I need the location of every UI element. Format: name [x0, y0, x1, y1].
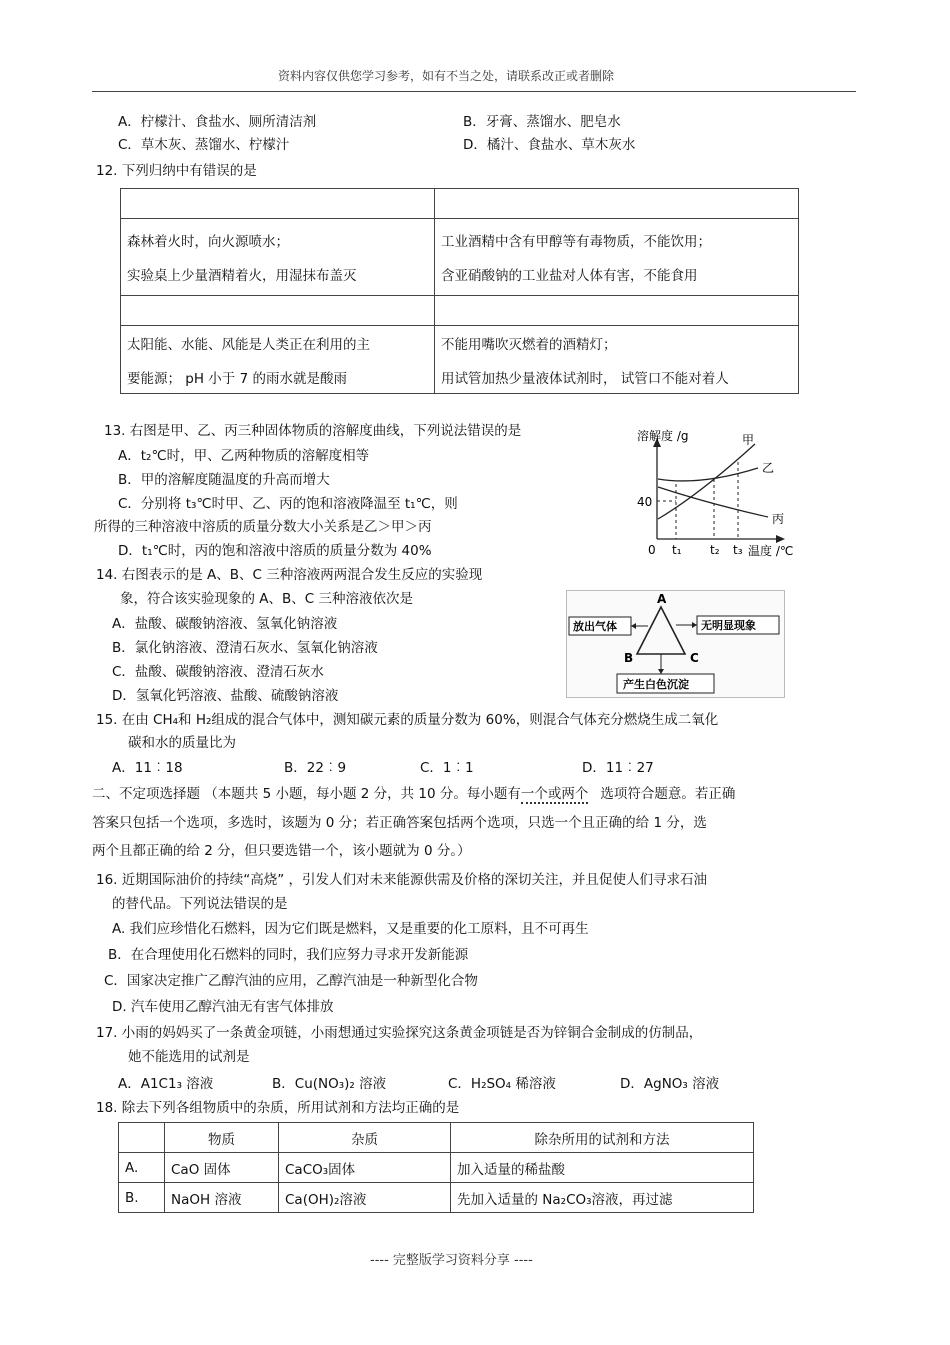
q18-row-a-index: A.	[119, 1153, 165, 1183]
q12-cell-1-line-1: 森林着火时，向火源喷水；	[127, 234, 289, 250]
table-row	[119, 1183, 754, 1213]
q13-option-c-line-1: C．分别将 t₃℃时甲、乙、丙的饱和溶液降温至 t₁℃，则	[118, 496, 458, 512]
q14-option-c: C．盐酸、碳酸钠溶液、澄清石灰水	[112, 664, 324, 680]
q18-table	[118, 1122, 754, 1213]
x-axis-arrow-icon	[776, 535, 785, 543]
q12-cell-4-line-1: 不能用嘴吹灭燃着的酒精灯；	[441, 336, 617, 353]
node-a: A	[657, 592, 667, 606]
q11-option-d: D．橘汁、食盐水、草木灰水	[463, 137, 636, 153]
q18-stem: 18. 除去下列各组物质中的杂质，所用试剂和方法均正确的是	[96, 1100, 460, 1116]
q17-option-d: D．AgNO₃ 溶液	[620, 1076, 720, 1092]
series-label-yi: 乙	[762, 461, 775, 475]
section-2-emphasis: 一个或两个	[520, 786, 589, 802]
q14-stem-line-1: 14. 右图表示的是 A、B、C 三种溶液两两混合发生反应的实验现	[96, 567, 483, 583]
q11-option-a: A．柠檬汁、食盐水、厕所清洁剂	[118, 114, 317, 130]
q17-option-b: B．Cu(NO₃)₂ 溶液	[272, 1076, 387, 1092]
q12-cell-3-line-1: 太阳能、水能、风能是人类正在利用的主	[127, 336, 370, 353]
reaction-diagram	[566, 590, 785, 698]
q18-row-a-impurity: CaCO₃固体	[279, 1153, 451, 1183]
curve-bing	[658, 487, 768, 517]
section-2-instructions-line-1	[92, 788, 735, 802]
table-row	[119, 1153, 754, 1183]
section-2-instructions-line-3: 两个且都正确的给 2 分，但只要选错一个，该小题就为 0 分。）	[92, 843, 471, 859]
q16-stem-line-1: 16. 近期国际油价的持续“高烧” ，引发人们对未来能源供需及价格的深切关注，并且促使人们寻求石油	[96, 872, 708, 888]
section-2-line-1-part-3: 选项符合题意。若正确	[600, 786, 736, 802]
q18-row-b-index: B.	[119, 1183, 165, 1213]
q12-cell-2	[435, 219, 799, 296]
box-no-change-label: 无明显现象	[701, 619, 756, 632]
q16-option-c: C．国家决定推广乙醇汽油的应用，乙醇汽油是一种新型化合物	[104, 973, 478, 989]
section-2-instructions-line-2: 答案只包括一个选项，多选时，该题为 0 分；若正确答案包括两个选项，只选一个且正确的给 1 分，选	[92, 815, 707, 831]
x-axis-label: 温度 /℃	[748, 544, 794, 558]
q14-option-b: B．氯化钠溶液、澄清石灰水、氢氧化钠溶液	[112, 640, 378, 656]
q13-option-a: A．t₂℃时，甲、乙两种物质的溶解度相等	[118, 448, 370, 464]
q13-option-d: D．t₁℃时，丙的饱和溶液中溶质的质量分数为 40%	[118, 543, 432, 559]
box-gas-label: 放出气体	[573, 620, 617, 633]
q18-header-substance: 物质	[165, 1123, 279, 1153]
q12-cell-1	[121, 219, 435, 296]
q12-header-cell-1	[121, 189, 435, 219]
q18-row-a-substance: CaO 固体	[165, 1153, 279, 1183]
q12-cell-2-line-2: 含亚硝酸钠的工业盐对人体有害，不能食用	[441, 268, 698, 284]
x-tick-t1: t₁	[672, 543, 682, 557]
box-precipitate-label: 产生白色沉淀	[623, 678, 689, 691]
q18-row-b-substance: NaOH 溶液	[165, 1183, 279, 1213]
q18-row-a-method: 加入适量的稀盐酸	[451, 1153, 754, 1183]
q12-stem: 12. 下列归纳中有错误的是	[96, 163, 257, 179]
x-tick-t3: t₃	[733, 543, 743, 557]
q12-header-cell-3	[121, 296, 435, 326]
q15-stem-line-1: 15. 在由 CH₄和 H₂组成的混合气体中，测知碳元素的质量分数为 60%，则混合气体充分燃烧生成二氧化	[96, 712, 719, 728]
page-footer: ---- 完整版学习资料分享 ----	[370, 1253, 533, 1268]
q13-option-c-line-2: 所得的三种溶液中溶质的质量分数大小关系是乙＞甲＞丙	[94, 519, 432, 535]
q15-option-c: C．1︰1	[420, 760, 474, 776]
q16-option-a: A. 我们应珍惜化石燃料，因为它们既是燃料，又是重要的化工原料，且不可再生	[112, 921, 589, 937]
q14-option-d: D．氢氧化钙溶液、盐酸、硫酸钠溶液	[112, 688, 339, 704]
q18-header-index	[119, 1123, 165, 1153]
origin-label: 0	[648, 543, 656, 557]
page-header: 资料内容仅供您学习参考，如有不当之处，请联系改正或者删除	[278, 69, 615, 83]
q18-header-impurity: 杂质	[279, 1123, 451, 1153]
node-b: B	[624, 651, 634, 665]
q17-option-a: A．A1C1₃ 溶液	[118, 1076, 214, 1092]
q14-stem-line-2: 象，符合该实验现象的 A、B、C 三种溶液依次是	[120, 591, 414, 607]
series-label-bing: 丙	[772, 512, 785, 526]
curve-yi	[658, 468, 758, 481]
q12-cell-2-line-1: 工业酒精中含有甲醇等有毒物质，不能饮用；	[441, 234, 711, 250]
q17-stem-line-1: 17. 小雨的妈妈买了一条黄金项链，小雨想通过实验探究这条黄金项链是否为锌铜合金制成的仿制品，	[96, 1025, 703, 1041]
q17-stem-line-2: 她不能选用的试剂是	[128, 1049, 250, 1065]
q13-stem: 13. 右图是甲、乙、丙三种固体物质的溶解度曲线，下列说法错误的是	[104, 423, 522, 439]
q18-row-b-impurity: Ca(OH)₂溶液	[279, 1183, 451, 1213]
q18-row-b-method: 先加入适量的 Na₂CO₃溶液，再过滤	[451, 1183, 754, 1213]
q12-cell-4	[435, 326, 799, 394]
q16-stem-line-2: 的替代品。下列说法错误的是	[112, 896, 288, 912]
q15-option-b: B．22︰9	[284, 760, 347, 776]
y-tick-40: 40	[637, 495, 653, 509]
curve-jia	[658, 444, 755, 519]
x-tick-t2: t₂	[710, 543, 720, 557]
q14-option-a: A．盐酸、碳酸钠溶液、氢氧化钠溶液	[112, 616, 338, 632]
q12-cell-3	[121, 326, 435, 394]
q18-header-method: 除杂所用的试剂和方法	[451, 1123, 754, 1153]
q12-table	[120, 188, 799, 394]
solubility-graph	[630, 424, 810, 564]
q11-option-c: C．草木灰、蒸馏水、柠檬汁	[118, 137, 290, 153]
q12-header-cell-4	[435, 296, 799, 326]
q16-option-d: D. 汽车使用乙醇汽油无有害气体排放	[112, 999, 334, 1015]
q17-option-c: C．H₂SO₄ 稀溶液	[448, 1076, 556, 1092]
section-2-line-1-part-1: 二、不定项选择题 （本题共 5 小题，每小题 2 分，共 10 分。每小题有	[92, 786, 521, 802]
series-label-jia: 甲	[742, 433, 755, 447]
q12-cell-3-line-2: 要能源； pH 小于 7 的雨水就是酸雨	[127, 370, 347, 387]
header-rule	[92, 91, 856, 92]
q12-cell-4-line-2: 用试管加热少量液体试剂时， 试管口不能对着人	[441, 370, 729, 387]
q15-option-a: A．11︰18	[112, 760, 183, 776]
q12-header-cell-2	[435, 189, 799, 219]
q16-option-b: B．在合理使用化石燃料的同时，我们应努力寻求开发新能源	[108, 947, 469, 963]
q12-cell-1-line-2: 实验桌上少量酒精着火，用湿抹布盖灭	[127, 268, 357, 284]
q13-option-b: B．甲的溶解度随温度的升高而增大	[118, 472, 330, 488]
q15-stem-line-2: 碳和水的质量比为	[128, 735, 236, 751]
y-axis-label: 溶解度 /g	[637, 429, 689, 443]
node-c: C	[690, 651, 699, 665]
q15-option-d: D．11︰27	[582, 760, 654, 776]
q11-option-b: B．牙膏、蒸馏水、肥皂水	[463, 114, 621, 130]
